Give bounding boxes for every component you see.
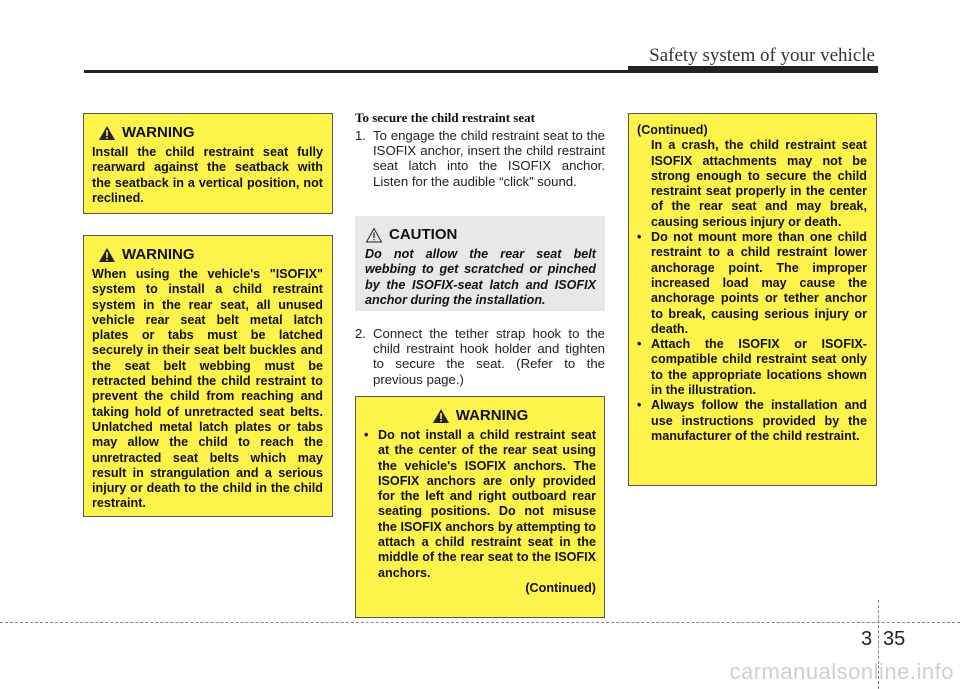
caution-box xyxy=(355,216,605,311)
chapter-number: 3 xyxy=(861,628,873,650)
step-text: Connect the tether strap hook to the child restraint hook holder and tighten to secure the seat. (Refer to the previous page.) xyxy=(373,326,605,387)
page-number: 35 xyxy=(883,628,906,650)
warning-triangle-icon xyxy=(98,125,116,141)
procedure-title: To secure the child restraint seat xyxy=(355,110,535,125)
warning-box-seatback xyxy=(83,113,333,214)
warning-body: Install the child restraint seat fully rearward against the seatback with the seatback in a vertical position, not reclined. xyxy=(92,145,323,205)
warning-heading-text: WARNING xyxy=(122,124,195,141)
bullet-text: Always follow the installation and use instructions provided by the manufacturer of the child restraint. xyxy=(651,398,867,443)
footer-rule xyxy=(0,622,960,623)
warning-heading xyxy=(98,124,323,141)
bullet-text: Do not mount more than one child restraint to a child restraint lower anchorage point. The improper increased load may cause the anchorage points or tether anchor to break, causing serious injury or death. xyxy=(651,230,867,336)
warning-box-continued xyxy=(628,113,877,486)
warning-heading xyxy=(98,246,323,263)
warning-bullets xyxy=(637,230,867,444)
step-number: 2. xyxy=(355,326,366,341)
warning-heading xyxy=(364,407,596,424)
warning-heading-text: WARNING xyxy=(455,407,529,424)
step-2 xyxy=(355,326,605,387)
warning-triangle-icon xyxy=(98,247,116,263)
section-title: Safety system of your vehicle xyxy=(649,45,875,66)
caution-heading xyxy=(365,226,596,243)
bullet-dot-icon: • xyxy=(637,398,642,413)
bullet-item xyxy=(637,230,867,337)
bullet-text: Attach the ISOFIX or ISOFIX-compatible child restraint seat only to the appropriate locations shown in the illustration. xyxy=(651,337,867,398)
header-rule-accent xyxy=(628,66,878,73)
warning-body: When using the vehicle's "ISOFIX" system to install a child restraint system in the rear seat, all unused vehicle rear seat belt metal latch plates or tabs must be latched securely in their seat belt buckles and the seat belt webbing must be retracted behind the child restraint to prevent the child from reaching and taking hold of unretracted seat belts. Unlatched metal latch plates or tabs may allow the child to reach the unretracted seat belts which may result in strangulation and a serious injury or death to the child in the child restraint. xyxy=(92,267,323,511)
step-number: 1. xyxy=(355,128,366,143)
warning-box-isofix-belts xyxy=(83,235,333,517)
caution-heading-text: CAUTION xyxy=(389,226,458,243)
bullet-item xyxy=(637,337,867,398)
warning-triangle-icon xyxy=(432,408,450,424)
warning-heading-text: WARNING xyxy=(122,246,195,263)
continued-label: (Continued) xyxy=(525,580,596,595)
caution-body: Do not allow the rear seat belt webbing to get scratched or pinched by the ISOFIX-seat latch and ISOFIX anchor during the installation. xyxy=(365,247,596,307)
bullet-item xyxy=(364,428,596,581)
bullet-dot-icon: • xyxy=(637,337,642,352)
step-1 xyxy=(355,128,605,189)
bullet-dot-icon: • xyxy=(364,428,369,442)
bullet-text: Do not install a child restraint seat at the center of the rear seat using the vehicle's ISOFIX anchors. The ISOFIX anchors are only provided for the left and right outboard rear seating positions. Do not misuse the ISOFIX anchors by attempting to attach a child restraint seat in the middle of the rear seat to the ISOFIX anchors. xyxy=(378,428,596,580)
warning-intro: In a crash, the child restraint seat ISOFIX attachments may not be strong enough to secure the child restraint seat properly in the center of the rear seat and may break, causing serious injury or death. xyxy=(651,138,867,229)
watermark-text: carmanualsonline.info xyxy=(729,659,954,684)
continued-label: (Continued) xyxy=(637,123,708,137)
warning-box-center-seat xyxy=(355,396,605,618)
bullet-dot-icon: • xyxy=(637,230,642,245)
caution-triangle-icon xyxy=(365,227,383,243)
bullet-item xyxy=(637,398,867,444)
warning-bullets xyxy=(364,428,596,581)
step-text: To engage the child restraint seat to the ISOFIX anchor, insert the child restraint seat latch into the ISOFIX anchor. Listen for the audible “click” sound. xyxy=(373,128,605,189)
